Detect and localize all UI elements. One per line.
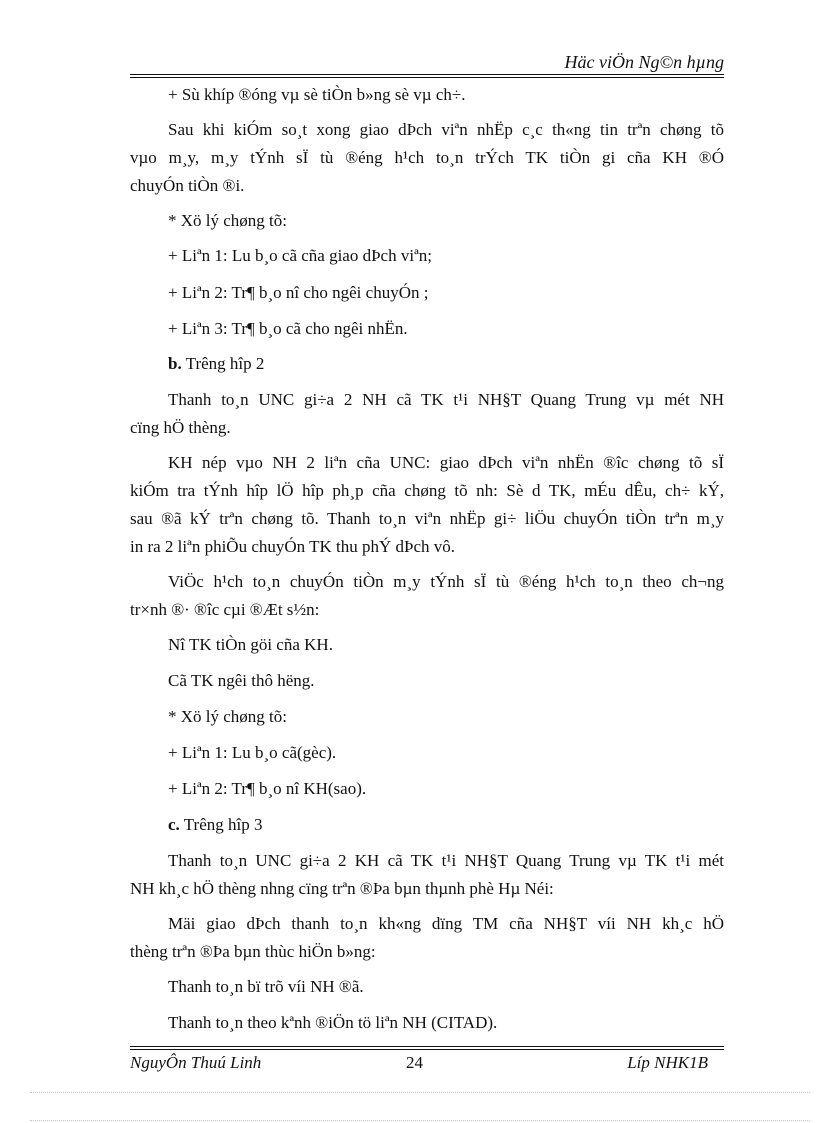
body-line-12: KH nép vµo NH 2 liªn cña UNC: giao dÞch viªn nhËn ®îc chøng tõ sÏ [168, 453, 724, 472]
footer-page-number: 24 [406, 1053, 423, 1072]
body-line-25: NH kh¸c hÖ thèng nhng cïng trªn ®Þa bµn thµnh phè Hµ Néi: [130, 879, 554, 898]
body-line-22: + Liªn 2: Tr¶ b¸o nî KH(sao). [168, 779, 367, 798]
body-line-24: Thanh to¸n UNC gi÷a 2 KH cã TK t¹i NH§T Quang Trung vµ TK t¹i mét [168, 851, 724, 870]
body-line-21: + Liªn 1: Lu b¸o cã(gèc). [168, 743, 337, 762]
section-title-c: Trêng hîp 3 [179, 815, 263, 834]
body-line-6: + Liªn 1: Lu b¸o cã cña giao dÞch viªn; [168, 246, 432, 265]
body-line-3: vµo m¸y, m¸y tÝnh sÏ tù ®éng h¹ch to¸n trÝch TK tiÒn gi cña KH ®Ó [130, 148, 724, 167]
body-line-19: Cã TK ngêi thô hëng. [168, 671, 315, 690]
section-title-b: Trêng hîp 2 [181, 354, 265, 373]
body-line-26: Mäi giao dÞch thanh to¸n kh«ng dïng TM cña NH§T víi NH kh¸c hÖ [168, 914, 724, 933]
body-line-10: Thanh to¸n UNC gi÷a 2 NH cã TK t¹i NH§T Quang Trung vµ mét NH [168, 390, 724, 409]
body-line-15: in ra 2 liªn phiÕu chuyÓn TK thu phÝ dÞch vô. [130, 537, 455, 556]
body-line-4: chuyÓn tiÒn ®i. [130, 176, 245, 195]
footer-class: Líp NHK1B [627, 1053, 708, 1072]
body-line-16: ViÖc h¹ch to¸n chuyÓn tiÒn m¸y tÝnh sÏ tù ®éng h¹ch to¸n theo ch¬ng [168, 572, 724, 591]
body-line-1: + Sù khíp ®óng vµ sè tiÒn b»ng sè vµ ch÷. [168, 85, 466, 104]
footer-author: NguyÔn Thuú Linh [130, 1053, 262, 1072]
body-line-18: Nî TK tiÒn göi cña KH. [168, 635, 333, 654]
body-line-17: tr×nh ®· ®îc cµi ®Æt s½n: [130, 600, 320, 619]
body-line-8: + Liªn 3: Tr¶ b¸o cã cho ngêi nhËn. [168, 319, 408, 338]
body-line-13: kiÓm tra tÝnh hîp lÖ hîp ph¸p cña chøng tõ nh: Sè d TK, mÉu dÊu, ch÷ kÝ, [130, 481, 724, 500]
body-line-11: cïng hÖ thèng. [130, 418, 231, 437]
body-line-2: Sau khi kiÓm so¸t xong giao dÞch viªn nhËp c¸c th«ng tin trªn chøng tõ [168, 120, 724, 139]
body-line-5: * Xö lý chøng tõ: [168, 211, 287, 230]
header-rule [130, 74, 724, 78]
section-heading-c [168, 814, 724, 836]
body-line-20: * Xö lý chøng tõ: [168, 707, 287, 726]
page-edge-dotted-line-bottom [30, 1120, 810, 1121]
body-line-29: Thanh to¸n theo kªnh ®iÖn tö liªn NH (CITAD). [168, 1013, 498, 1032]
body-line-14: sau ®ã kÝ trªn chøng tõ. Thanh to¸n viªn nhËp gi÷ liÖu chuyÓn tiÒn trªn m¸y [130, 509, 724, 528]
body-line-28: Thanh to¸n bï trõ víi NH ®ã. [168, 977, 364, 996]
section-heading-b [168, 353, 724, 375]
body-line-27: thèng trªn ®Þa bµn thùc hiÖn b»ng: [130, 942, 376, 961]
footer-rule [130, 1046, 724, 1050]
section-label-c: c. [168, 815, 180, 834]
body-line-7: + Liªn 2: Tr¶ b¸o nî cho ngêi chuyÓn ; [168, 283, 429, 302]
section-label-b: b. [168, 354, 182, 373]
page-edge-dotted-line [30, 1092, 810, 1093]
header-title: Häc viÖn Ng©n hµng [564, 52, 724, 72]
